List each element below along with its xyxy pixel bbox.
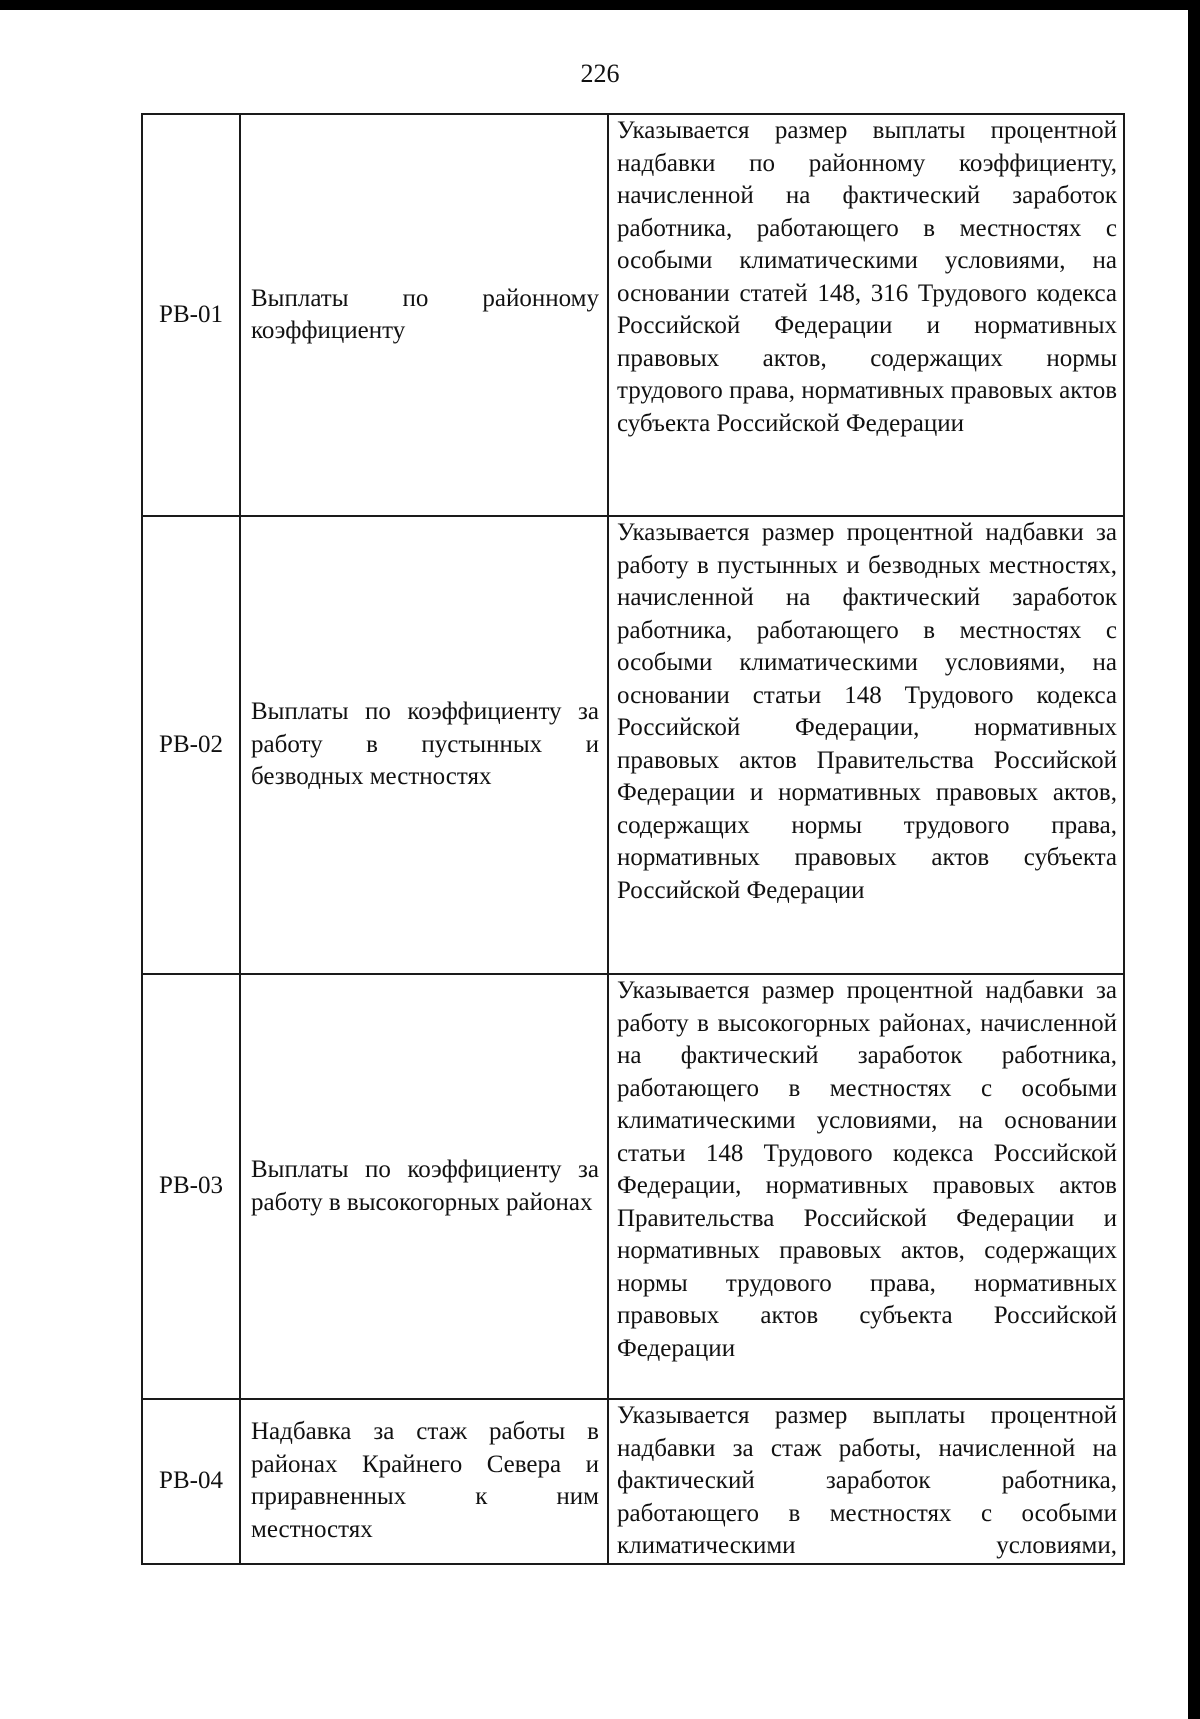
row-name: Выплаты по коэффициенту за работу в высокогорных районах: [240, 974, 608, 1399]
row-name: Выплаты по районному коэффициенту: [240, 114, 608, 516]
row-code: РВ-03: [142, 974, 240, 1399]
row-code: РВ-02: [142, 516, 240, 974]
scan-border-top: [0, 0, 1200, 10]
scan-border-right: [1188, 0, 1200, 1719]
table-row: [142, 974, 1124, 1399]
row-name: Выплаты по коэффициенту за работу в пустынных и безводных местностях: [240, 516, 608, 974]
payments-table: [141, 113, 1125, 1565]
table-row: [142, 516, 1124, 974]
table-row: [142, 1399, 1124, 1564]
row-description: Указывается размер процентной надбавки за работу в пустынных и безводных местностях, начисленной на фактический заработок работника, работающего в местностях с особыми климатическими условиями, на основании статьи 148 Трудового кодекса Российской Федерации, нормативных правовых актов Правительства Российской Федерации и нормативных правовых актов, содержащих нормы трудового права, нормативных правовых актов субъекта Российской Федерации: [608, 516, 1124, 974]
row-description: Указывается размер процентной надбавки за работу в высокогорных районах, начисленной на фактический заработок работника, работающего в местностях с особыми климатическими условиями, на основании статьи 148 Трудового кодекса Российской Федерации, нормативных правовых актов Правительства Российской Федерации и нормативных правовых актов, содержащих нормы трудового права, нормативных правовых актов субъекта Российской Федерации: [608, 974, 1124, 1399]
row-name: Надбавка за стаж работы в районах Крайнего Севера и приравненных к ним местностях: [240, 1399, 608, 1564]
page-number: 226: [580, 59, 620, 88]
row-code: РВ-04: [142, 1399, 240, 1564]
table-row: [142, 114, 1124, 516]
row-code: РВ-01: [142, 114, 240, 516]
row-description: Указывается размер выплаты процентной надбавки по районному коэффициенту, начисленной на фактический заработок работника, работающего в местностях с особыми климатическими условиями, на основании статей 148, 316 Трудового кодекса Российской Федерации и нормативных правовых актов, содержащих нормы трудового права, нормативных правовых актов субъекта Российской Федерации: [608, 114, 1124, 516]
row-description: Указывается размер выплаты процентной надбавки за стаж работы, начисленной на фактический заработок работника, работающего в местностях с особыми климатическими условиями,: [608, 1399, 1124, 1564]
